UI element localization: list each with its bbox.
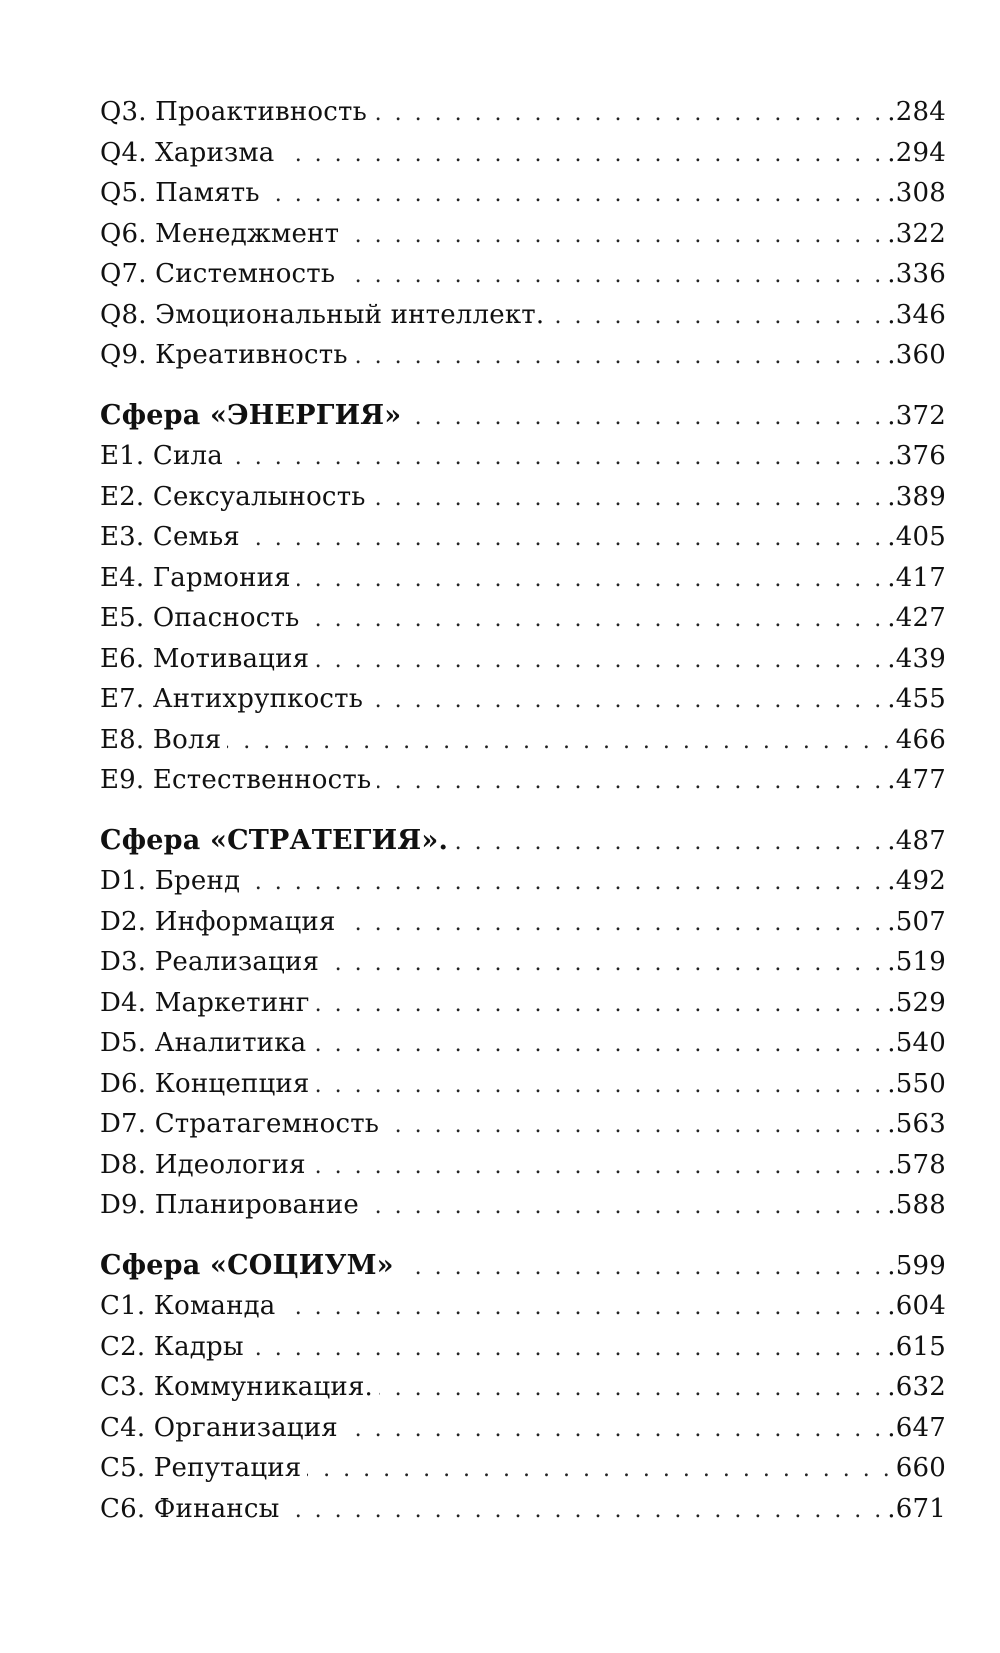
toc-entry-label: E7. Антихрупкость [100, 684, 364, 714]
dot-leader [373, 94, 881, 135]
toc-entry-page: .550 [887, 1068, 946, 1099]
toc-entry-page: .322 [887, 218, 946, 249]
dot-leader [316, 985, 882, 1026]
toc-entry-q4[interactable] [100, 133, 946, 174]
dot-leader [341, 256, 881, 297]
dot-leader [369, 681, 881, 722]
toc-entry-label: D1. Бренд [100, 866, 241, 896]
toc-heading-page: .487 [887, 825, 946, 856]
toc-entry-page: 660 [895, 1453, 946, 1483]
toc-entry-label: E4. Гармония [100, 562, 291, 593]
toc-entry-q8[interactable] [100, 295, 946, 336]
toc-entry-page: .346 [887, 299, 946, 330]
toc-entry-q6[interactable] [100, 214, 946, 255]
toc-section-energy [100, 396, 946, 801]
toc-entry-label: Q4. Харизма [100, 137, 275, 168]
toc-entry-e9[interactable] [100, 760, 946, 801]
dot-leader [305, 600, 881, 641]
toc-entry-e4[interactable] [100, 558, 946, 599]
dot-leader [385, 1106, 881, 1147]
dot-leader [407, 398, 881, 439]
dot-leader [307, 1450, 889, 1491]
toc-entry-page: .439 [887, 643, 946, 674]
toc-entry-label: Q9. Креативность [100, 340, 348, 370]
toc-entry-c5[interactable] [100, 1448, 946, 1489]
toc-heading-label: Сфера «СОЦИУМ» [100, 1249, 394, 1281]
dot-leader [266, 175, 882, 216]
dot-leader [342, 904, 882, 945]
toc-entry-c3[interactable] [100, 1367, 946, 1408]
toc-section-heading-society[interactable] [100, 1246, 946, 1287]
dot-leader [280, 135, 881, 176]
dot-leader [354, 337, 882, 378]
toc-entry-d8[interactable] [100, 1145, 946, 1186]
dot-leader [246, 863, 881, 904]
toc-entry-page: .376 [887, 441, 946, 471]
toc-entry-label: E2. Сексуалыность [100, 481, 366, 512]
toc-entry-page: 466 [895, 724, 946, 755]
toc-entry-e5[interactable] [100, 598, 946, 639]
dot-leader [312, 1025, 881, 1066]
toc-entry-page: .604 [887, 1291, 946, 1321]
toc-entry-e8[interactable] [100, 720, 946, 761]
dot-leader [282, 1288, 882, 1329]
toc-entry-page: .389 [887, 481, 946, 512]
toc-entry-label: D4. Маркетинг [100, 987, 310, 1018]
toc-entry-page: .671 [887, 1493, 946, 1524]
toc-entry-page: .417 [887, 562, 946, 593]
toc-entry-e7[interactable] [100, 679, 946, 720]
toc-heading-page: .372 [887, 400, 946, 431]
toc-section-continuation [100, 92, 946, 376]
toc-entry-c2[interactable] [100, 1327, 946, 1368]
dot-leader [400, 1248, 882, 1289]
toc-entry-page: .563 [887, 1109, 946, 1139]
toc-entry-page: .294 [887, 137, 946, 168]
toc-entry-label: D7. Стратагемность [100, 1109, 380, 1139]
toc-entry-d6[interactable] [100, 1064, 946, 1105]
toc-entry-label: D5. Аналитика [100, 1028, 307, 1058]
toc-entry-label: C3. Коммуникация. [100, 1372, 374, 1402]
toc-entry-c4[interactable] [100, 1408, 946, 1449]
toc-entry-page: .647 [887, 1412, 946, 1443]
dot-leader [250, 1329, 882, 1370]
dot-leader [315, 641, 881, 682]
toc-entry-e2[interactable] [100, 477, 946, 518]
toc-entry-q3[interactable] [100, 92, 946, 133]
toc-section-heading-strategy[interactable] [100, 821, 946, 862]
toc-entry-q5[interactable] [100, 173, 946, 214]
toc-entry-label: Q3. Проактивность [100, 97, 367, 127]
toc-heading-label: Сфера «ЭНЕРГИЯ» [100, 399, 402, 431]
toc-section-society [100, 1246, 946, 1530]
toc-entry-label: E1. Сила [100, 441, 223, 471]
toc-entry-page: .540 [887, 1028, 946, 1058]
toc-entry-label: E5. Опасность [100, 603, 300, 633]
dot-leader [372, 479, 882, 520]
toc-entry-page: .588 [887, 1190, 946, 1220]
toc-entry-label: D8. Идеология [100, 1149, 306, 1180]
toc-entry-label: C6. Финансы [100, 1493, 280, 1524]
toc-entry-d3[interactable] [100, 942, 946, 983]
toc-entry-page: .405 [887, 522, 946, 552]
toc-entry-e1[interactable] [100, 436, 946, 477]
toc-heading-label: Сфера «СТРАТЕГИЯ». [100, 824, 449, 856]
toc-entry-page: .360 [887, 340, 946, 370]
toc-heading-page: .599 [887, 1250, 946, 1281]
toc-entry-page: .427 [887, 603, 946, 633]
toc-entry-label: Q5. Память [100, 178, 260, 208]
dot-leader [325, 944, 881, 985]
toc-entry-d7[interactable] [100, 1104, 946, 1145]
dot-leader [227, 722, 889, 763]
toc-entry-d4[interactable] [100, 983, 946, 1024]
toc-entry-label: E8. Воля [100, 724, 222, 755]
toc-entry-label: C4. Организация [100, 1412, 338, 1443]
toc-entry-label: Q7. Системность [100, 259, 336, 289]
toc-entry-label: E3. Семья [100, 522, 240, 552]
table-of-contents [100, 92, 946, 1529]
toc-entry-label: E6. Мотивация [100, 643, 310, 674]
toc-entry-page: .284 [887, 97, 946, 127]
dot-leader [312, 1147, 882, 1188]
dot-leader [229, 438, 881, 479]
toc-entry-q9[interactable] [100, 335, 946, 376]
toc-entry-page: .492 [887, 866, 946, 896]
toc-entry-c6[interactable] [100, 1489, 946, 1530]
toc-entry-label: D6. Концепция [100, 1068, 310, 1099]
toc-entry-page: .519 [887, 947, 946, 977]
toc-entry-label: Q6. Менеджмент [100, 218, 340, 249]
toc-entry-d1[interactable] [100, 861, 946, 902]
toc-entry-label: C2. Кадры [100, 1331, 244, 1362]
dot-leader [344, 1410, 881, 1451]
toc-section-strategy [100, 821, 946, 1226]
toc-entry-page: .529 [887, 987, 946, 1018]
dot-leader [454, 823, 881, 864]
toc-entry-page: .477 [887, 765, 946, 795]
dot-leader [316, 1066, 882, 1107]
toc-entry-d2[interactable] [100, 902, 946, 943]
toc-entry-c1[interactable] [100, 1286, 946, 1327]
dot-leader [379, 1369, 881, 1410]
toc-entry-page: .632 [887, 1372, 946, 1402]
toc-entry-page: .455 [887, 684, 946, 714]
dot-leader [345, 216, 881, 257]
toc-entry-d5[interactable] [100, 1023, 946, 1064]
toc-entry-label: D9. Планирование [100, 1190, 359, 1220]
toc-entry-e3[interactable] [100, 517, 946, 558]
toc-entry-label: D2. Информация [100, 906, 336, 937]
dot-leader [286, 1491, 882, 1532]
toc-section-heading-energy[interactable] [100, 396, 946, 437]
dot-leader [377, 762, 881, 803]
dot-leader [550, 297, 881, 338]
toc-entry-page: .578 [887, 1149, 946, 1180]
toc-entry-page: .507 [887, 906, 946, 937]
toc-entry-page: .308 [887, 178, 946, 208]
toc-entry-d9[interactable] [100, 1185, 946, 1226]
toc-entry-page: .336 [887, 259, 946, 289]
toc-entry-label: D3. Реализация [100, 947, 320, 977]
toc-entry-q7[interactable] [100, 254, 946, 295]
toc-entry-label: E9. Естественность [100, 765, 372, 795]
toc-entry-label: C1. Команда [100, 1291, 276, 1321]
toc-entry-label: Q8. Эмоциональный интеллект. [100, 299, 545, 330]
dot-leader [246, 519, 881, 560]
toc-entry-page: .615 [887, 1331, 946, 1362]
dot-leader [365, 1187, 881, 1228]
toc-entry-e6[interactable] [100, 639, 946, 680]
toc-entry-label: C5. Репутация [100, 1453, 302, 1483]
dot-leader [297, 560, 882, 601]
